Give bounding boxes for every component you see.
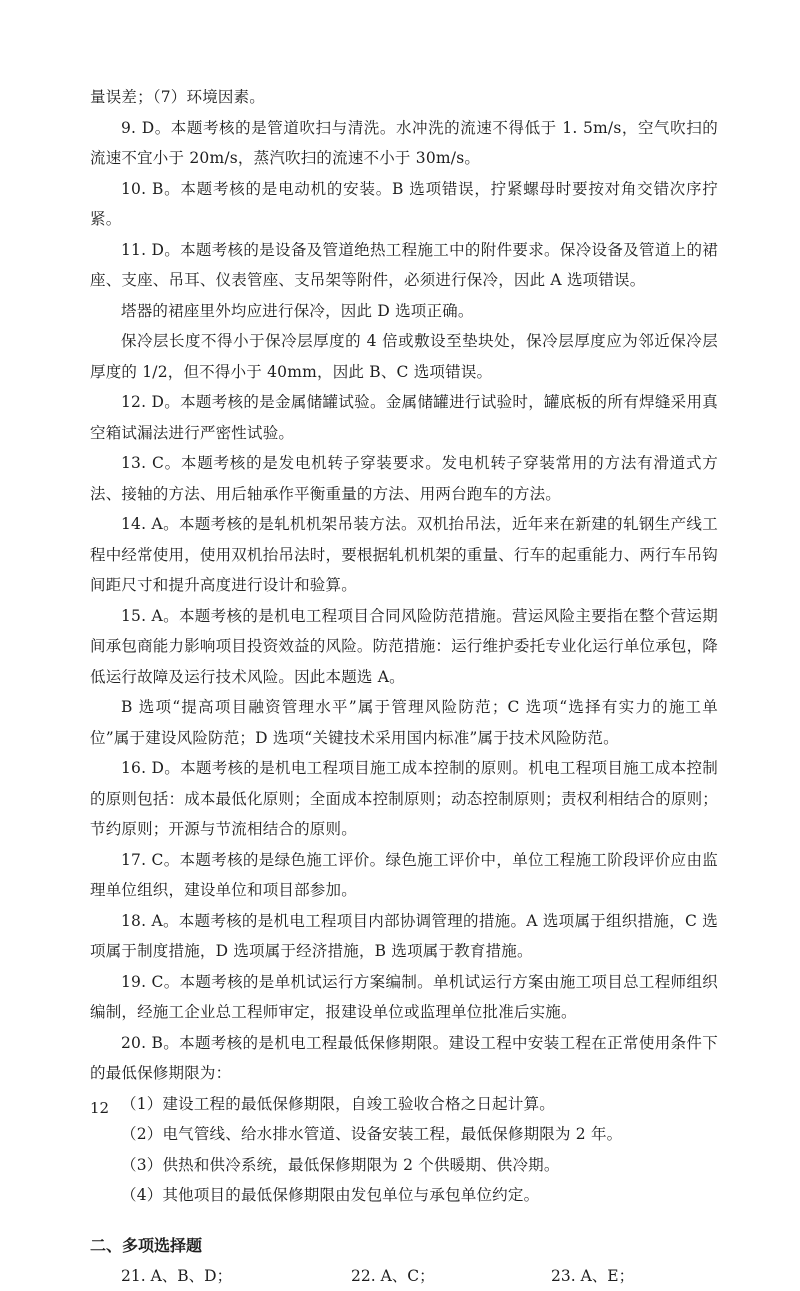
answer-10-explanation: 10. B。本题考核的是电动机的安装。B 选项错误，拧紧螺母时要按对角交错次序拧紧。 [90, 179, 718, 228]
answer-21: 21. A、B、D； [121, 1266, 233, 1285]
answer-16-explanation: 16. D。本题考核的是机电工程项目施工成本控制的原则。机电工程项目施工成本控制的原则包括：成本最低化原则；全面成本控制原则；动态控制原则；责权利相结合的原则；节约原则；开源与节流相结合的原则。 [90, 759, 719, 838]
paragraph-continuation: 量误差；（7）环境因素。 [90, 88, 266, 106]
answer-12-explanation: 12. D。本题考核的是金属储罐试验。金属储罐进行试验时，罐底板的所有焊缝采用真空箱试漏法进行严密性试验。 [90, 393, 718, 442]
answer-11-note-bc: 保冷层长度不得小于保冷层厚度的 4 倍或敷设至垫块处，保冷层厚度应为邻近保冷层厚度的 1/2，但不得小于 40mm，因此 B、C 选项错误。 [90, 332, 718, 381]
answer-15-note: B 选项“提高项目融资管理水平”属于管理风险防范；C 选项“选择有实力的施工单位”属于建设风险防范；D 选项“关键技术采用国内标准”属于技术风险防范。 [90, 698, 718, 747]
answer-20-item-3: （3）供热和供冷系统，最低保修期限为 2 个供暖期、供冷期。 [121, 1155, 560, 1174]
answer-18-explanation: 18. A。本题考核的是机电工程项目内部协调管理的措施。A 选项属于组织措施，C 选项属于制度措施，D 选项属于经济措施，B 选项属于教育措施。 [90, 911, 718, 960]
page-number: 12 [90, 1099, 110, 1117]
answer-20-item-1: （1）建设工程的最低保修期限，自竣工验收合格之日起计算。 [121, 1094, 555, 1113]
multi-choice-answers [90, 1261, 718, 1291]
answer-11-note-d: 塔器的裙座里外均应进行保冷，因此 D 选项正确。 [121, 301, 474, 320]
answer-13-explanation: 13. C。本题考核的是发电机转子穿装要求。发电机转子穿装常用的方法有滑道式方法、接轴的方法、用后轴承作平衡重量的方法、用两台跑车的方法。 [90, 454, 718, 503]
answer-20-item-2: （2）电气管线、给水排水管道、设备安装工程，最低保修期限为 2 年。 [121, 1125, 623, 1143]
answer-19-explanation: 19. C。本题考核的是单机试运行方案编制。单机试运行方案由施工项目总工程师组织编制，经施工企业总工程师审定，报建设单位或监理单位批准后实施。 [90, 972, 718, 1021]
answer-9-explanation: 9. D。本题考核的是管道吹扫与清洗。水冲洗的流速不得低于 1. 5m/s，空气吹扫的流速不宜小于 20m/s，蒸汽吹扫的流速不小于 30m/s。 [90, 118, 718, 167]
answer-11-explanation: 11. D。本题考核的是设备及管道绝热工程施工中的附件要求。保冷设备及管道上的裙座、支座、吊耳、仪表管座、支吊架等附件，必须进行保冷，因此 A 选项错误。 [90, 240, 718, 289]
answer-15-explanation: 15. A。本题考核的是机电工程项目合同风险防范措施。营运风险主要指在整个营运期间承包商能力影响项目投资效益的风险。防范措施：运行维护委托专业化运行单位承包，降低运行故障及运行技术风险。因此本题选 A。 [90, 606, 719, 686]
answer-23: 23. A、E； [551, 1266, 635, 1285]
answer-17-explanation: 17. C。本题考核的是绿色施工评价。绿色施工评价中，单位工程施工阶段评价应由监理单位组织，建设单位和项目部参加。 [90, 850, 718, 899]
answer-22: 22. A、C； [351, 1266, 435, 1285]
section-spacer [90, 1211, 718, 1231]
document-page [90, 82, 718, 1291]
answer-14-explanation: 14. A。本题考核的是轧机机架吊装方法。双机抬吊法，近年来在新建的轧钢生产线工程中经常使用，使用双机抬吊法时，要根据轧机机架的重量、行车的起重能力、两行车吊钩间距尺寸和提升高度进行设计和验算。 [90, 515, 719, 594]
section-heading: 二、多项选择题 [90, 1235, 203, 1255]
answer-20-explanation: 20. B。本题考核的是机电工程最低保修期限。建设工程中安装工程在正常使用条件下的最低保修期限为： [90, 1033, 718, 1082]
answer-20-item-4: （4）其他项目的最低保修期限由发包单位与承包单位约定。 [121, 1186, 540, 1204]
